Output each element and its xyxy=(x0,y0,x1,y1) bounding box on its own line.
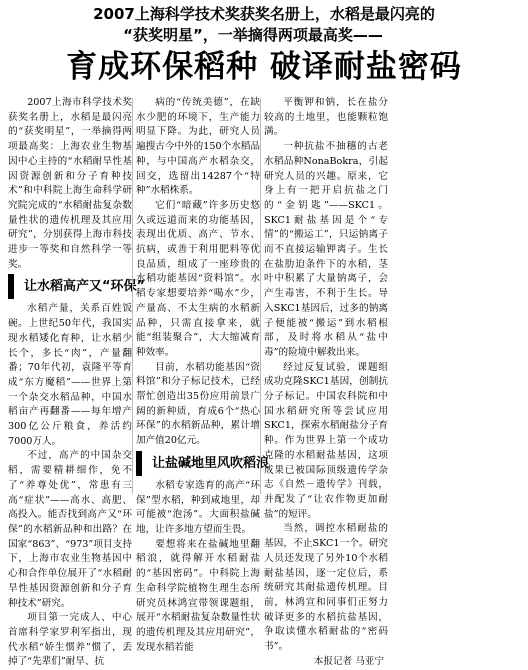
paragraph: 一种抗盐不抽穗的古老水稻品种NonaBokra，引起研究人员的兴趣。原来，它身上有一把开启抗盐之门的“金钥匙”——SKC1。SKC1耐盐基因是个“专情”的“搬运工”，只运钠离子而不直接运输钾离子。生长在盐肋迫条件下的水稻，茎叶中积累了大量钠离子，会产生毒害，不利于生长。导入SKC1基因后，过多的钠离子便能被“搬运”到水稻根部，及时将水稻从“盐中毒”的险境中解救出来。 xyxy=(264,141,388,358)
paragraph: 水稻产量，关系百姓饭碗。上世纪50年代，我国实现水稻矮化育种，让水稻少长个，多长“肉”，产量翻番；70年代初，袁隆平等育成“东方魔稻”——世界上第一个杂交水稻品种，中国水稻亩产再翻番——每年增产300亿公斤粮食，养活约7000万人。 xyxy=(8,303,132,447)
paragraph: 水稻专家选育的高产“环保”型水稻，种到咸地里，却可能被“泡汤”。大面积盐碱地，让许多地方望而生畏。 xyxy=(136,479,260,535)
paragraph: 它们“暗藏”许多历史悠久或远道而来的功能基因，表现出优质、高产、节水、抗病，或善于利用肥料等优良品质，组成了一座珍贵的水稻功能基因“资料馆”。水稻专家想要培养“喝水”少，产量高、不太生病的水稻新品种，只需直接拿来，就能“组装聚合”，大大缩减育种效率。 xyxy=(136,199,260,358)
intro-paragraph: 2007上海市科学技术奖获奖名册上，水稻是最闪亮的“获奖明星”，一举摘得两项最高奖：上海农业生物基因中心主持的“水稻耐旱性基因资源创新和分子育种技术”和中科院上海生命科学研究院完成的“水稻耐盐复杂数量性状的遗传机理及其应用研究”，分别获得上海市科技进步一等奖和自然科学一等奖。 xyxy=(8,97,132,270)
paragraph: 目前，水稻功能基因“资料馆”和分子标记技术，已经帮忙创造出35份应用前景广阔的新种质，育成6个“热心环保”的水稻新品种，累计增加产值20亿元。 xyxy=(136,361,260,447)
paragraph: 不过，高产的中国杂交稻，需要精耕细作，免不了“养尊处优”，常患有三高“症状”——高水、高肥、高投入。能否找到高产又“环保”的水稻新品种和出路？在国家“863”、“973”项目支持下，上海市农业生物基因中心和合作单位展开了“水稻耐旱性基因资源创新和分子育种技术”研究。 xyxy=(8,450,132,609)
column-divider xyxy=(132,98,133,494)
section-heading-saline-land: 让盐碱地里风吹稻浪 xyxy=(136,451,260,476)
headline: 育成环保稻种 破译耐盐密码 xyxy=(66,49,462,85)
paragraph-text: 当然，调控水稻耐盐的基因，不止SKC1一个。研究人员还发现了另外10个水稻耐盐基因，逐一定位后，系统研究其耐盐遗传机理。目前，林鸿宣和同事们正努力破译更多的水稻抗盐基因，争取读懂水稻耐盐的“密码书”。 xyxy=(264,523,388,653)
byline: 本报记者 马亚宁 xyxy=(313,655,384,667)
column-2 xyxy=(136,96,270,653)
paragraph: 病的“传统美德”，在缺水少肥的环境下，生产能力明显下降。为此，研究人员遍搜古今中外的150个水稻品种，与中国高产水稻杂交，回交，选留出14287个“特种”水稻株系。 xyxy=(136,97,260,197)
column-1 xyxy=(8,96,146,668)
subheadline xyxy=(0,4,528,46)
column-divider xyxy=(260,98,261,494)
paragraph: 经过反复试验，课题组成功克隆SKC1基因，创制抗分子标记。中国农科院和中国水稻研究所等尝试应用SKC1，探索水稻耐盐分子育种。作为世界上第一个成功克隆的水稻耐盐基因，这项成果已被国际顶级遗传学杂志《自然－遗传学》刊载，并配发了“让农作物更加耐盐”的短评。 xyxy=(264,361,388,520)
subheadline-line-2: “获奖明星”，一举摘得两项最高奖—— xyxy=(123,26,383,44)
paragraph: 要想将来在盐碱地里翻稻浪，就得解开水稻耐盐的“基因密码”。中科院上海生命科学院植物生理生态所研究员林鸿宣带领课题组，展开“水稻耐盐复杂数量性状的遗传机理及其应用研究”，发现水稻若能 xyxy=(136,538,260,653)
paragraph: 项目第一完成人、中心首席科学家罗利军指出，现代水稻“娇生惯养”惯了，丢掉了“先辈们”耐旱、抗 xyxy=(8,612,132,668)
subheadline-line-1: 2007上海科学技术奖获奖名册上，水稻是最闪亮的 xyxy=(93,5,435,23)
section-heading-high-yield: 让水稻高产又“环保” xyxy=(8,274,132,299)
paragraph xyxy=(264,522,388,669)
paragraph: 平衡钾和钠，长在盐分较高的土地里，也能颗粒饱满。 xyxy=(264,97,388,138)
column-3 xyxy=(264,96,388,667)
